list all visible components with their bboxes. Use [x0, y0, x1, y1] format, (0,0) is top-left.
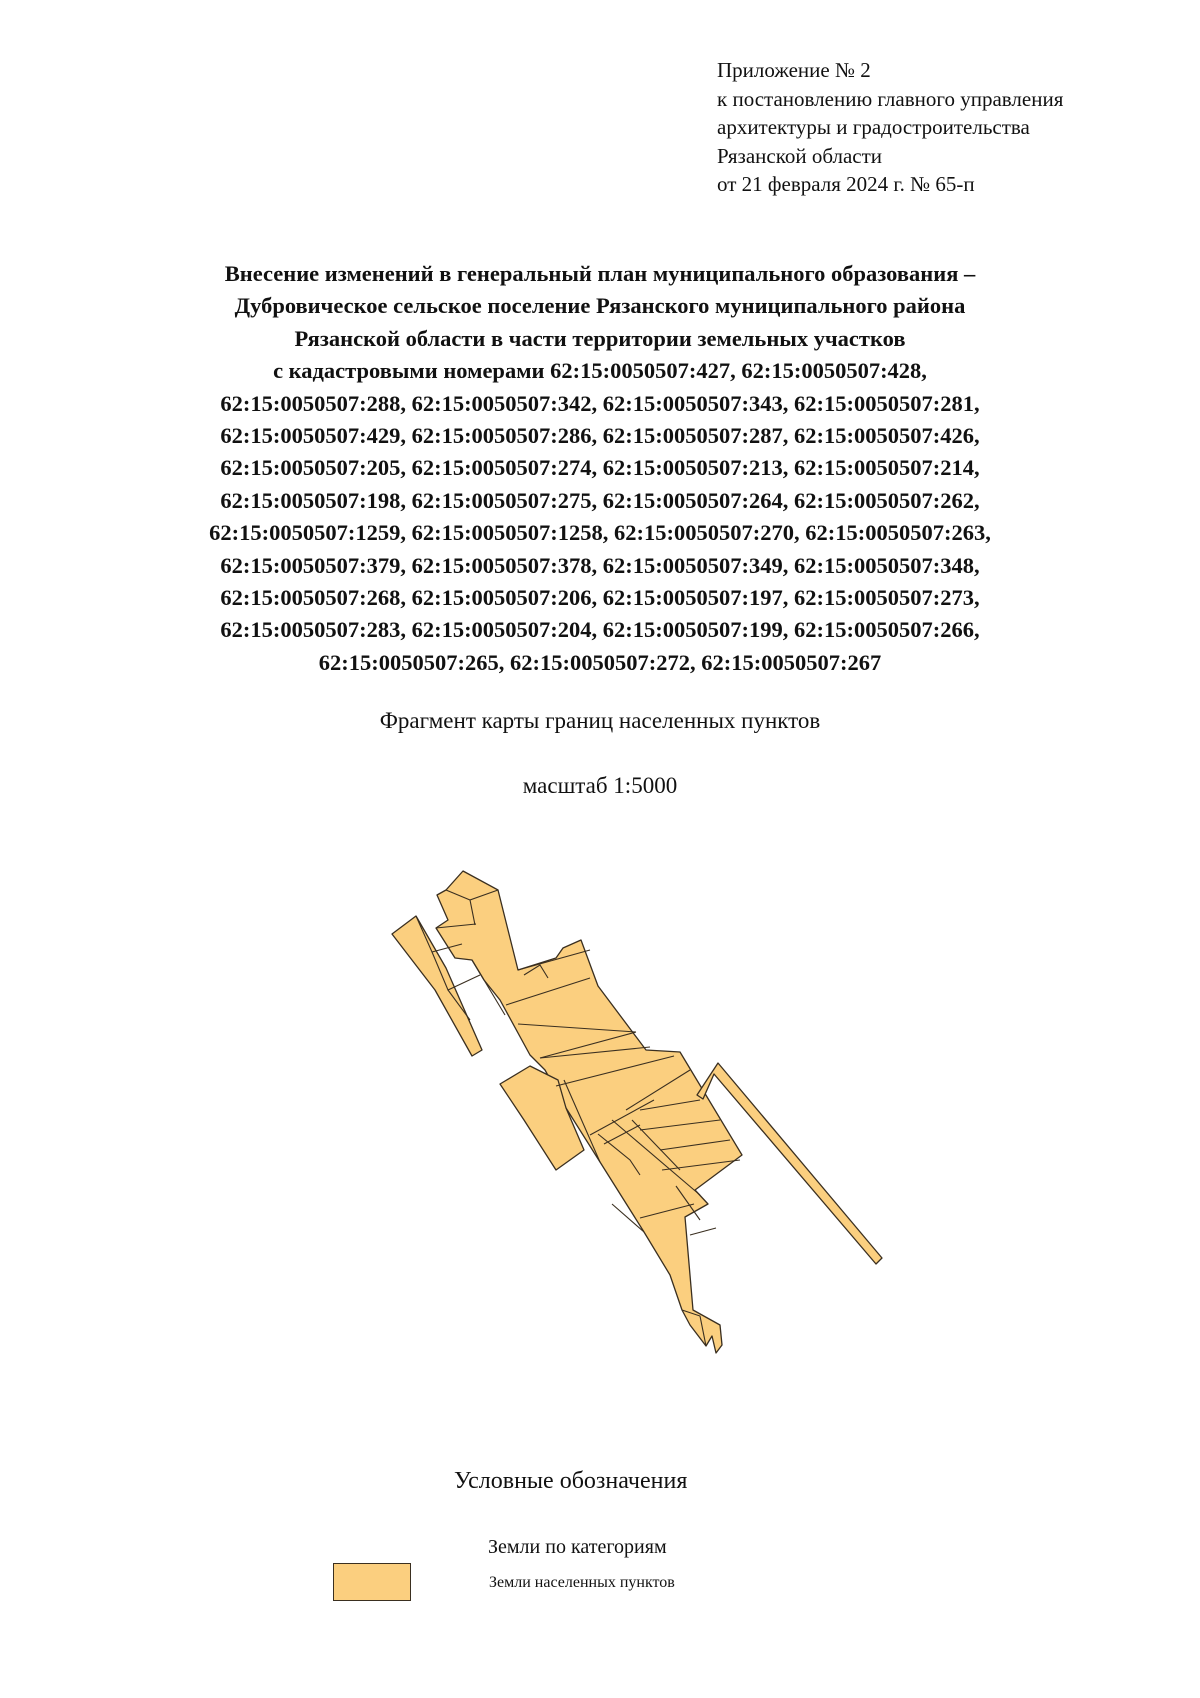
title-line: 62:15:0050507:205, 62:15:0050507:274, 62:15:0050507:213, 62:15:0050507:214,: [220, 455, 980, 481]
annex-line: Приложение № 2: [717, 58, 871, 82]
title-line: с кадастровыми номерами 62:15:0050507:427, 62:15:0050507:428,: [273, 358, 927, 384]
map-scale: масштаб 1:5000: [522, 773, 678, 798]
annex-line: архитектуры и градостроительства: [717, 115, 1030, 139]
map-subtitle: Фрагмент карты границ населенных пунктов: [379, 708, 821, 733]
title-line: 62:15:0050507:265, 62:15:0050507:272, 62:15:0050507:267: [318, 649, 882, 675]
annex-line: к постановлению главного управления: [717, 86, 1064, 111]
title-line: 62:15:0050507:288, 62:15:0050507:342, 62:15:0050507:343, 62:15:0050507:281,: [220, 390, 980, 416]
parcel-group: [392, 871, 882, 1353]
annex-line: Рязанской области: [717, 143, 883, 168]
title-line: Рязанской области в части территории земельных участков: [294, 325, 906, 351]
title-line: 62:15:0050507:429, 62:15:0050507:286, 62:15:0050507:287, 62:15:0050507:426,: [220, 423, 980, 449]
title-line: 62:15:0050507:1259, 62:15:0050507:1258, 62:15:0050507:270, 62:15:0050507:263,: [209, 520, 991, 546]
annex-line: от 21 февраля 2024 г. № 65-п: [717, 172, 975, 196]
title-line: 62:15:0050507:198, 62:15:0050507:275, 62:15:0050507:264, 62:15:0050507:262,: [220, 487, 980, 513]
title-line: 62:15:0050507:379, 62:15:0050507:378, 62:15:0050507:349, 62:15:0050507:348,: [220, 552, 980, 578]
legend-swatch: [333, 1563, 411, 1601]
title-line: Дубровическое сельское поселение Рязанского муниципального района: [234, 293, 966, 319]
settlement-boundary: [436, 871, 742, 1353]
legend-category: Земли по категориям: [488, 1536, 667, 1558]
legend-title: Условные обозначения: [454, 1468, 688, 1494]
legend-item-label: Земли населенных пунктов: [489, 1574, 675, 1591]
title-line: 62:15:0050507:268, 62:15:0050507:206, 62:15:0050507:197, 62:15:0050507:273,: [220, 585, 980, 611]
title-line: 62:15:0050507:283, 62:15:0050507:204, 62:15:0050507:199, 62:15:0050507:266,: [220, 617, 980, 643]
parcel-line: [690, 1228, 716, 1235]
title-line: Внесение изменений в генеральный план муниципального образования –: [224, 261, 976, 286]
